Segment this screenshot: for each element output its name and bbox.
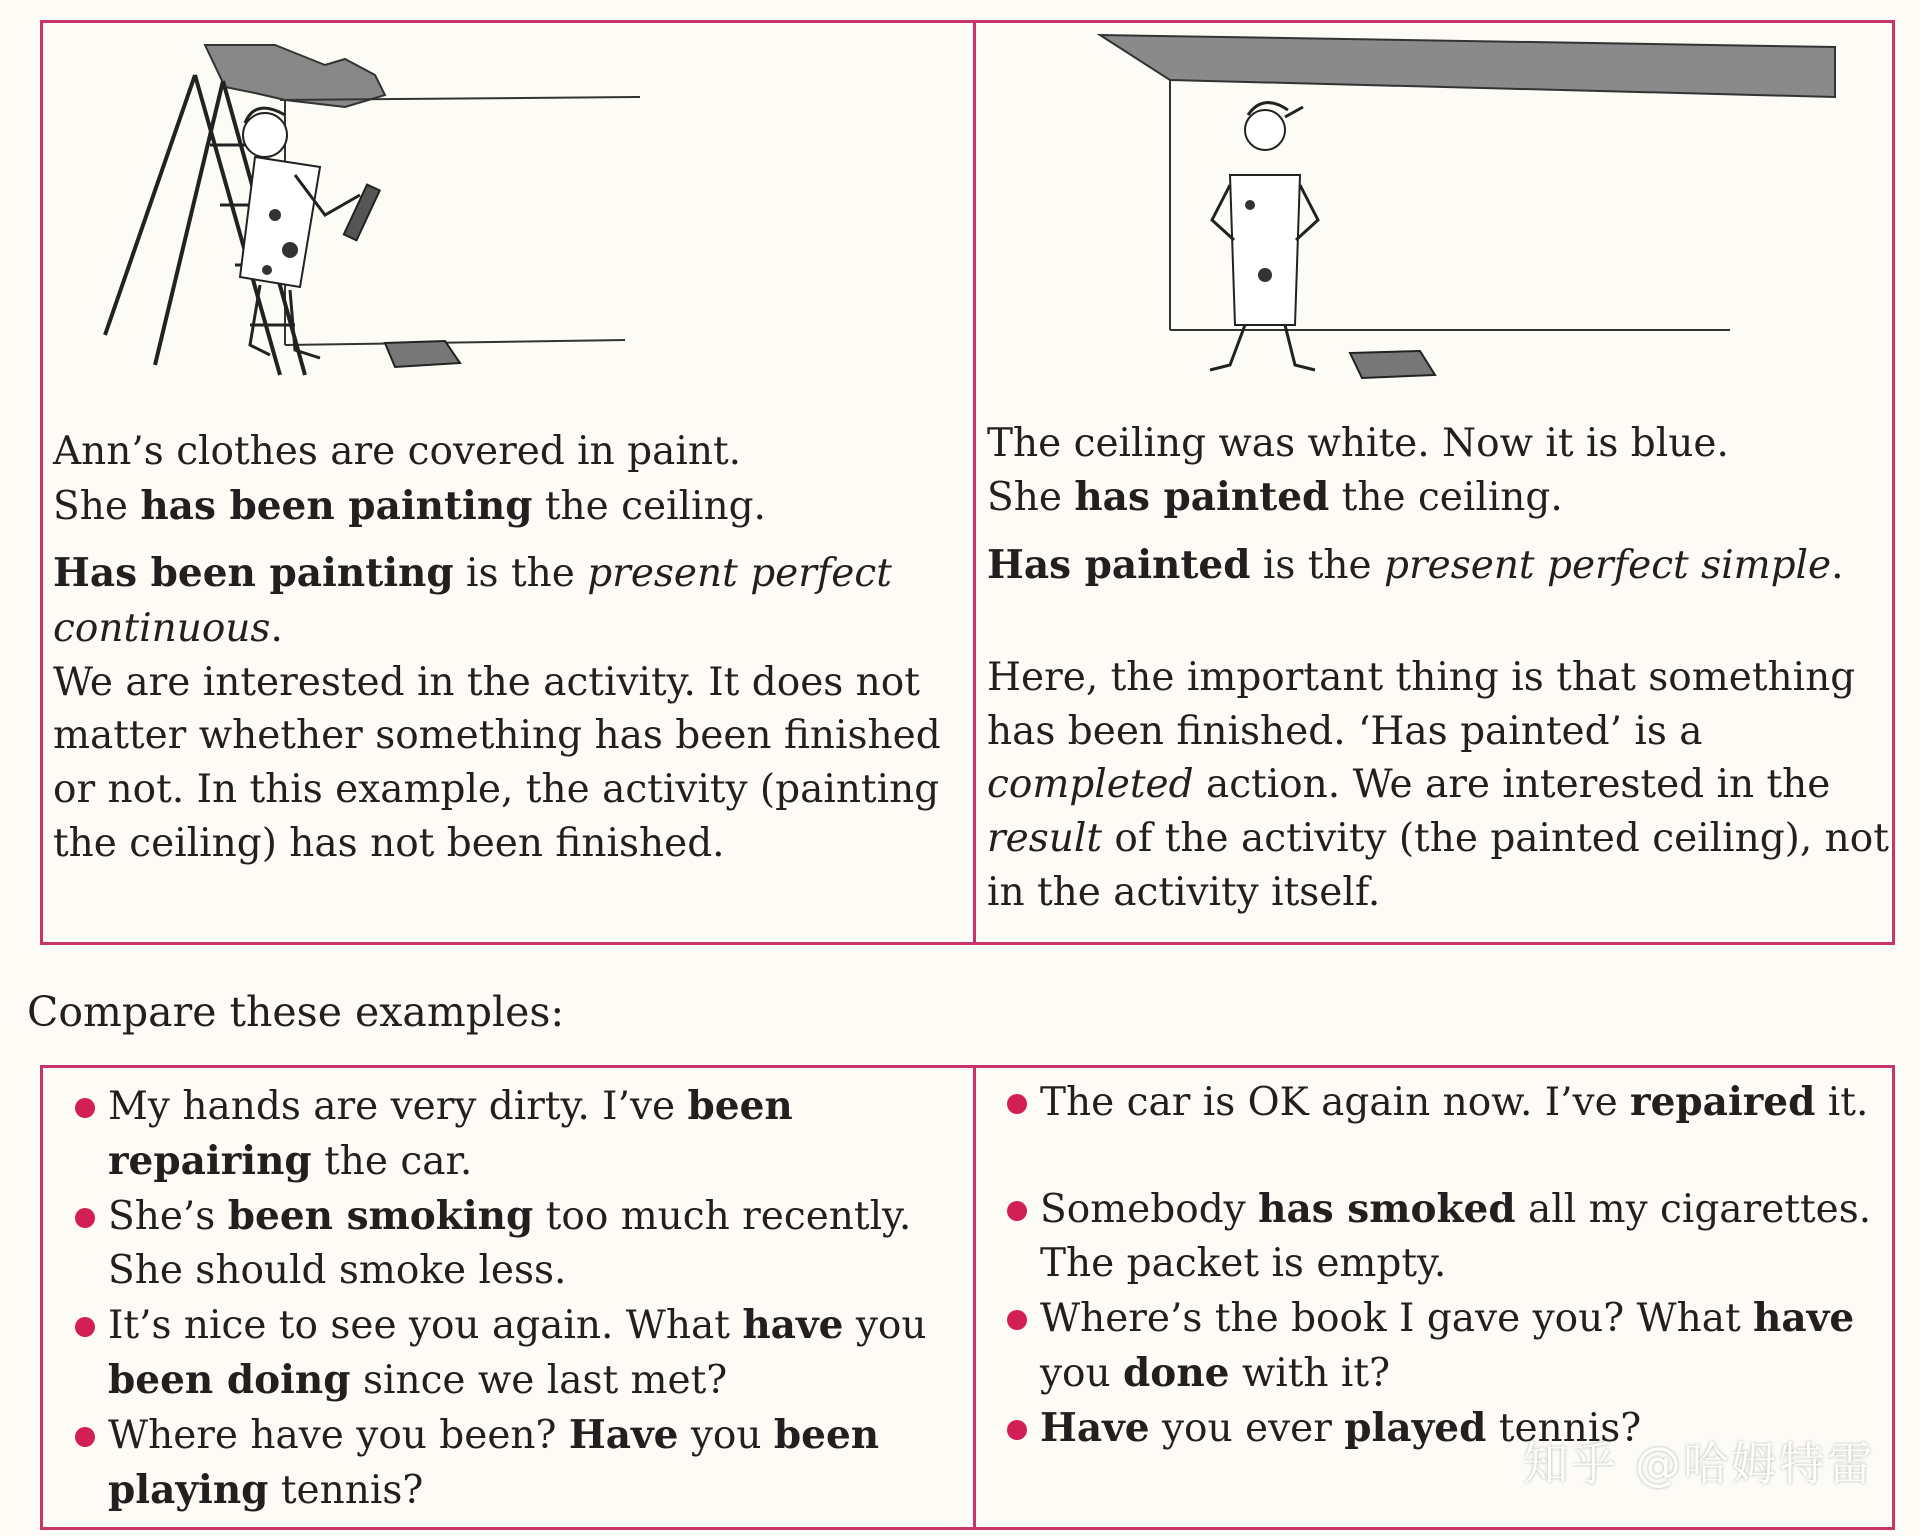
- ex-text-a: Where’s the book I gave you? What: [1040, 1296, 1754, 1341]
- tl-line-3-italic: present perfect: [587, 551, 892, 596]
- bullet-icon: [75, 1098, 95, 1118]
- ex-bold: repaired: [1630, 1079, 1816, 1125]
- ex-text-c: all my cigarettes.: [1515, 1187, 1872, 1232]
- tr-line-3-bold: Has painted: [987, 542, 1251, 588]
- tr-line-1: The ceiling was white. Now it is blue.: [987, 421, 1729, 466]
- bottom-box-divider: [973, 1065, 976, 1530]
- list-item: [1040, 1291, 1880, 1401]
- ex-bold-line2: playing: [108, 1467, 269, 1513]
- ex-text-c: it.: [1815, 1080, 1869, 1125]
- ex-bold: Have: [1040, 1405, 1150, 1451]
- tr-line-3-mid: is the: [1250, 543, 1385, 588]
- tr-para-3-post: action. We are interested in the: [1193, 762, 1831, 807]
- ex-text-line2-pre: you: [1040, 1351, 1124, 1396]
- ex-bold: been smoking: [227, 1193, 534, 1239]
- tr-para-2: has been finished. ‘Has painted’ is a: [987, 709, 1703, 754]
- bullet-icon: [1007, 1310, 1027, 1330]
- list-item: [108, 1298, 948, 1408]
- tl-line-3-bold: Has been painting: [53, 550, 454, 596]
- tr-para-5: in the activity itself.: [987, 870, 1381, 915]
- compare-label: Compare these examples:: [27, 988, 565, 1036]
- list-item: [108, 1408, 948, 1518]
- tl-line-1: Ann’s clothes are covered in paint.: [53, 429, 742, 474]
- tr-para-4-post: of the activity (the painted ceiling), not: [1102, 816, 1889, 861]
- ex-bold: have: [1753, 1295, 1855, 1341]
- present-perfect-simple-examples: [1040, 1075, 1880, 1456]
- ex-bold: been: [687, 1083, 793, 1129]
- ex-text-line2: tennis?: [268, 1468, 424, 1513]
- tl-line-4-italic: continuous: [53, 606, 271, 651]
- bullet-icon: [1007, 1201, 1027, 1221]
- tr-line-3: [987, 538, 1844, 593]
- ex-text-line2: She should smoke less.: [108, 1248, 567, 1293]
- tr-line-2-pre: She: [987, 475, 1075, 520]
- tr-line-2: [987, 470, 1563, 525]
- zhihu-watermark: 知乎 @哈姆特雷: [1522, 1437, 1875, 1491]
- list-item: [108, 1189, 948, 1298]
- tl-para-3: or not. In this example, the activity (painting: [53, 767, 940, 812]
- illustration-ann-on-ladder: [95, 45, 655, 395]
- bullet-icon: [75, 1317, 95, 1337]
- tl-line-2-post: the ceiling.: [532, 484, 766, 529]
- ex-text-c: too much recently.: [533, 1194, 912, 1239]
- tl-line-2: [53, 479, 766, 534]
- ex-text-a: Where have you been?: [108, 1413, 569, 1458]
- ex-text-a: My hands are very dirty. I’ve: [108, 1084, 688, 1129]
- tr-para-3-italic: completed: [987, 762, 1194, 807]
- tl-line-3: [53, 546, 892, 601]
- ex-text-a: The car is OK again now. I’ve: [1040, 1080, 1631, 1125]
- bullet-icon: [75, 1208, 95, 1228]
- tl-line-2-pre: She: [53, 484, 141, 529]
- ex-bold: have: [742, 1302, 844, 1348]
- ex-text-a: you ever: [1149, 1406, 1345, 1451]
- tr-para-4: [987, 811, 1889, 866]
- illustration-ann-standing: [1100, 35, 1840, 395]
- tl-line-4: [53, 601, 283, 656]
- ex-bold-line2: repairing: [108, 1138, 312, 1184]
- ex-text-a: She’s: [108, 1194, 228, 1239]
- top-box-divider: [973, 20, 976, 945]
- ex-text-c: you: [843, 1303, 927, 1348]
- tr-line-2-post: the ceiling.: [1329, 475, 1563, 520]
- tl-para-4: the ceiling) has not been finished.: [53, 821, 725, 866]
- tl-para-1: We are interested in the activity. It does not: [53, 660, 920, 705]
- tl-para-2: matter whether something has been finished: [53, 713, 941, 758]
- ex-text-c: tennis?: [1486, 1406, 1642, 1451]
- ex-text-line2: the car.: [311, 1139, 473, 1184]
- list-item: [108, 1079, 948, 1189]
- bullet-icon: [1007, 1420, 1027, 1440]
- ex-text-a: Somebody: [1040, 1187, 1259, 1232]
- ex-text-a: It’s nice to see you again. What: [108, 1303, 743, 1348]
- list-item: [1040, 1182, 1880, 1291]
- ex-text-c: you: [678, 1413, 774, 1458]
- tr-line-2-bold: has painted: [1074, 474, 1330, 520]
- ex-bold-d: been: [773, 1412, 880, 1458]
- tl-line-2-bold: has been painting: [140, 483, 533, 529]
- ex-bold: has smoked: [1258, 1186, 1516, 1232]
- list-item: [1040, 1075, 1880, 1130]
- tl-line-3-mid: is the: [453, 551, 588, 596]
- ex-text-line2: since we last met?: [350, 1358, 728, 1403]
- tr-para-4-italic: result: [987, 816, 1103, 861]
- ex-bold: Have: [568, 1412, 679, 1458]
- ex-bold-d: played: [1344, 1405, 1487, 1451]
- bullet-icon: [1007, 1094, 1027, 1114]
- tr-para-1: Here, the important thing is that something: [987, 655, 1856, 700]
- ex-bold-line2: been doing: [108, 1357, 351, 1403]
- present-perfect-continuous-examples: [108, 1079, 948, 1518]
- tr-para-3: [987, 757, 1830, 812]
- tl-line-4-post: .: [270, 606, 283, 651]
- tr-line-3-italic: present perfect simple: [1384, 543, 1832, 588]
- ex-bold-line2: done: [1123, 1350, 1230, 1396]
- tr-line-3-post: .: [1831, 543, 1844, 588]
- bullet-icon: [75, 1427, 95, 1447]
- ex-text-line2-post: with it?: [1229, 1351, 1390, 1396]
- ex-text-line2: The packet is empty.: [1040, 1241, 1447, 1286]
